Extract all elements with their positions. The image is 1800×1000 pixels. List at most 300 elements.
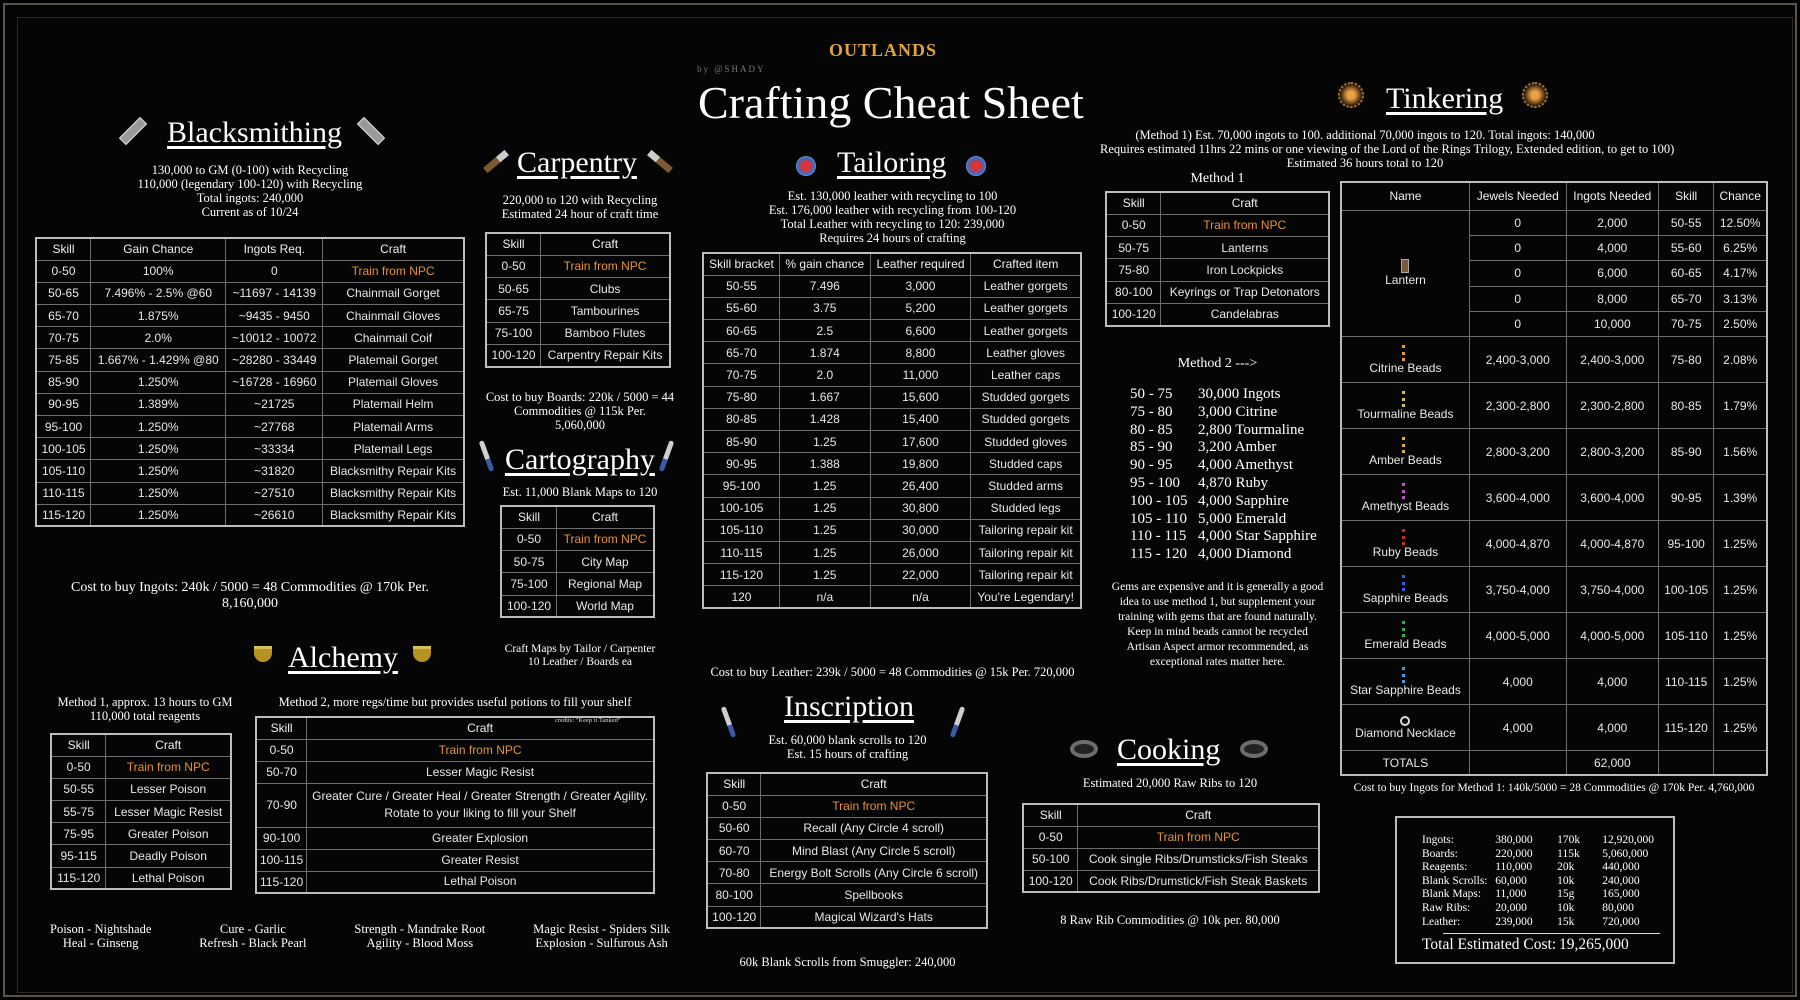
table-row <box>707 795 987 817</box>
table-row <box>51 778 231 800</box>
table-cell: 2,300-2,800 <box>1566 383 1658 429</box>
table-cell: 2.5 <box>779 320 870 342</box>
table-cell: 100-105 <box>703 497 779 519</box>
table-cell: 75-100 <box>486 322 541 344</box>
table-cell: 3,750-4,000 <box>1469 567 1566 613</box>
table-cell: Recall (Any Circle 4 scroll) <box>761 817 987 839</box>
summary-cell: 170k <box>1557 834 1581 846</box>
beads-icon <box>1402 667 1408 683</box>
table-cell <box>1469 751 1566 775</box>
column-header: Skill <box>1658 182 1713 210</box>
table-row <box>703 386 1081 408</box>
reagent-col: Strength - Mandrake Root Agility - Blood Moss <box>354 922 486 950</box>
table-row <box>707 840 987 862</box>
tailoring-table <box>702 252 1082 609</box>
method2-amount: 2,800 Tourmaline <box>1198 421 1305 438</box>
table-cell: ~33334 <box>226 438 323 460</box>
table-cell <box>1714 751 1767 775</box>
cell-line: Rotate to your liking to fill your Shelf <box>384 806 576 820</box>
table-cell: 1.667 <box>779 386 870 408</box>
table-cell: 4,000 <box>1566 235 1658 260</box>
quill-icon <box>726 706 748 728</box>
method2-row <box>1130 528 1317 546</box>
item-name: Citrine Beads <box>1369 360 1442 375</box>
table-cell: 50-65 <box>36 282 91 304</box>
table-cell: Lesser Magic Resist <box>106 801 231 823</box>
table-row <box>36 504 464 526</box>
method2-row <box>1130 493 1317 511</box>
table-row <box>1341 475 1767 521</box>
method2-skill: 50 - 75 <box>1130 386 1173 402</box>
method2-row <box>1130 475 1317 493</box>
table-cell: Studded gloves <box>971 431 1081 453</box>
table-row <box>256 761 654 783</box>
bead-name-cell <box>1341 613 1469 659</box>
table-row <box>1023 870 1319 892</box>
table-cell: 60-65 <box>1658 261 1713 286</box>
table-cell: Iron Lockpicks <box>1161 259 1329 281</box>
method2-label: Method 2 ---> <box>1177 356 1258 371</box>
method2-skill: 100 - 105 <box>1130 492 1188 509</box>
tailoring-cost: Cost to buy Leather: 239k / 5000 = 48 Commodities @ 15k Per. 720,000 <box>710 665 1075 679</box>
inscription-table <box>706 772 988 929</box>
totals-label: TOTALS <box>1341 751 1469 775</box>
table-cell: 80-85 <box>703 408 779 430</box>
table-cell: 1.428 <box>779 408 870 430</box>
table-row <box>51 756 231 778</box>
summary-cell: Boards: <box>1422 847 1458 860</box>
table-row <box>1341 383 1767 429</box>
table-cell: 105-110 <box>36 460 91 482</box>
table-cell: 65-70 <box>1658 286 1713 311</box>
table-row <box>501 528 654 550</box>
table-cell: 1.39% <box>1714 475 1767 521</box>
hammer-icon <box>118 126 140 148</box>
table-cell: 8,000 <box>1566 286 1658 311</box>
table-cell: Studded gorgets <box>971 408 1081 430</box>
table-row <box>256 739 654 761</box>
table-cell: 2,300-2,800 <box>1469 383 1566 429</box>
table-cell: 105-110 <box>1658 613 1713 659</box>
table-cell <box>307 871 654 893</box>
table-cell: Blacksmithy Repair Kits <box>323 482 464 504</box>
gear-icon <box>1338 82 1360 104</box>
inscription-notes <box>705 733 990 761</box>
item-name: Diamond Necklace <box>1355 725 1456 740</box>
cell-line: Lethal Poison <box>443 874 517 889</box>
table-cell: 4,000 <box>1469 705 1566 751</box>
summary-cell: 720,000 <box>1602 915 1640 928</box>
header-row <box>501 506 654 528</box>
column-header: Craft <box>323 238 464 260</box>
table-row <box>36 438 464 460</box>
table-cell: 1.250% <box>91 438 226 460</box>
table-row <box>256 827 654 849</box>
table-cell: 0-50 <box>486 255 541 277</box>
method2-skill: 85 - 90 <box>1130 439 1173 456</box>
table-cell: 90-95 <box>1658 475 1713 521</box>
table-cell: 75-80 <box>1106 259 1161 281</box>
table-cell: 1.875% <box>91 305 226 327</box>
table-row <box>36 282 464 304</box>
column-header: Skill <box>1023 804 1078 826</box>
cartography-title: Cartography <box>505 443 655 476</box>
total-value: 19,265,000 <box>1559 936 1629 954</box>
tinkering-notes <box>1100 128 1675 170</box>
column-header: Craft <box>106 734 231 756</box>
table-row <box>36 371 464 393</box>
table-cell: 100-120 <box>486 344 541 366</box>
table-cell: 1.25 <box>779 497 870 519</box>
table-cell: 0 <box>1469 312 1566 337</box>
summary-row <box>1422 875 1673 889</box>
blacksmithing-table <box>35 237 465 527</box>
summary-cell: 380,000 <box>1495 834 1533 846</box>
table-cell: 110-115 <box>1658 659 1713 705</box>
table-row <box>703 475 1081 497</box>
table-cell: 1.25% <box>1714 613 1767 659</box>
table-cell: 1.250% <box>91 504 226 526</box>
alchemy-method1-notes <box>45 695 245 723</box>
cost-line: Cost to buy Boards: 220k / 5000 = 44 <box>485 390 675 404</box>
bead-name-cell <box>1341 659 1469 705</box>
table-cell: 120 <box>703 586 779 608</box>
table-cell <box>307 783 654 827</box>
table-cell: 4,000 <box>1566 659 1658 705</box>
table-row <box>1023 848 1319 870</box>
column-header: Chance <box>1714 182 1767 210</box>
table-row <box>1106 281 1329 303</box>
note-line: Requires 24 hours of crafting <box>819 231 966 245</box>
mortar-icon <box>413 646 435 668</box>
item-name: Sapphire Beads <box>1362 590 1449 605</box>
blacksmithing-title: Blacksmithing <box>167 116 342 149</box>
table-cell: 1.250% <box>91 371 226 393</box>
table-cell: Carpentry Repair Kits <box>541 344 670 366</box>
method2-skill: 80 - 85 <box>1130 421 1173 438</box>
yarn-icon <box>796 156 818 178</box>
table-cell: ~31820 <box>226 460 323 482</box>
table-cell: 4,000-5,000 <box>1469 613 1566 659</box>
table-cell: Tambourines <box>541 300 670 322</box>
table-cell: Cook single Ribs/Drumsticks/Fish Steaks <box>1078 848 1319 870</box>
header-row <box>703 253 1081 275</box>
bead-name-cell <box>1341 705 1469 751</box>
summary-cell: Leather: <box>1422 915 1461 928</box>
column-header: Craft <box>761 773 987 795</box>
footer-line: 10 Leather / Boards ea <box>527 656 633 668</box>
table-cell: Keyrings or Trap Detonators <box>1161 281 1329 303</box>
pan-icon <box>1070 740 1092 762</box>
table-cell: 3,600-4,000 <box>1566 475 1658 521</box>
table-cell: 95-115 <box>51 845 106 867</box>
table-cell: Platemail Arms <box>323 416 464 438</box>
table-cell: Regional Map <box>557 573 654 595</box>
table-row <box>1341 210 1767 235</box>
table-row <box>501 595 654 617</box>
table-cell: 75-80 <box>703 386 779 408</box>
column-header: Jewels Needed <box>1469 182 1566 210</box>
note-line: Current as of 10/24 <box>201 205 299 219</box>
table-cell <box>307 827 654 849</box>
table-row <box>703 453 1081 475</box>
table-cell: 55-75 <box>51 801 106 823</box>
table-cell: 2,000 <box>1566 210 1658 235</box>
table-cell: Train from NPC <box>541 255 670 277</box>
table-row <box>703 297 1081 319</box>
table-cell: Leather gorgets <box>971 275 1081 297</box>
quill-icon <box>664 440 686 462</box>
table-cell: 22,000 <box>870 564 971 586</box>
table-cell: 26,000 <box>870 541 971 563</box>
chisel-icon <box>646 158 668 180</box>
cost-line: Cost to buy Ingots: 240k / 5000 = 48 Commodities @ 170k Per. <box>71 580 429 595</box>
cost-line: Commodities @ 115k Per. <box>514 404 646 418</box>
inscription-title: Inscription <box>784 690 914 723</box>
cell-line: Train from NPC <box>438 742 522 757</box>
note-line: Estimated 24 hour of craft time <box>501 207 659 221</box>
table-cell: 15,600 <box>870 386 971 408</box>
cartography-footer <box>485 643 675 669</box>
item-name: Lantern <box>1385 273 1426 288</box>
table-row <box>36 393 464 415</box>
alchemy-title: Alchemy <box>288 641 398 674</box>
table-cell: 75-100 <box>501 573 557 595</box>
blacksmithing-notes <box>35 163 465 219</box>
table-row <box>36 416 464 438</box>
cost-line: 5,060,000 <box>555 418 605 432</box>
table-cell: 65-70 <box>36 305 91 327</box>
note-line: Total Leather with recycling to 120: 239,000 <box>780 217 1005 231</box>
blacksmithing-cost <box>35 580 465 612</box>
table-cell <box>1658 751 1713 775</box>
table-row <box>51 867 231 889</box>
table-cell: 1.25% <box>1714 659 1767 705</box>
method2-row <box>1130 511 1317 529</box>
method2-row <box>1130 404 1317 422</box>
table-row <box>1341 567 1767 613</box>
table-cell: 2,400-3,000 <box>1566 337 1658 383</box>
table-cell: Train from NPC <box>1161 214 1329 236</box>
method2-amount: 4,870 Ruby <box>1198 474 1269 491</box>
lantern-icon <box>1401 259 1409 273</box>
credits-label: credits: "Keep it Tanked" <box>555 717 621 724</box>
bead-name-cell <box>1341 383 1469 429</box>
table-cell: 1.389% <box>91 393 226 415</box>
table-cell: n/a <box>779 586 870 608</box>
table-row <box>36 260 464 282</box>
summary-cell: 115k <box>1557 847 1580 860</box>
table-cell: ~16728 - 16960 <box>226 371 323 393</box>
header-row <box>1023 804 1319 826</box>
table-cell: 11,000 <box>870 364 971 386</box>
table-cell: 50-65 <box>486 278 541 300</box>
table-cell: Tailoring repair kit <box>971 541 1081 563</box>
cost-summary-table <box>1422 834 1673 929</box>
table-row <box>36 482 464 504</box>
page-title: Crafting Cheat Sheet <box>698 77 1084 128</box>
table-cell: 15,400 <box>870 408 971 430</box>
column-header: Skill <box>1106 192 1161 214</box>
table-row <box>51 823 231 845</box>
table-row <box>486 300 670 322</box>
table-row <box>51 801 231 823</box>
table-row <box>1341 659 1767 705</box>
table-cell: n/a <box>870 586 971 608</box>
note-line: Total ingots: 240,000 <box>196 191 304 205</box>
method2-skill: 105 - 110 <box>1130 510 1187 527</box>
column-header: Name <box>1341 182 1469 210</box>
summary-cell: 10k <box>1557 874 1575 887</box>
table-cell: 50-70 <box>256 761 307 783</box>
method2-amount: 4,000 Amethyst <box>1198 457 1294 474</box>
hammer-icon <box>356 126 378 148</box>
totals-value: 62,000 <box>1566 751 1658 775</box>
table-cell: 50-75 <box>1106 237 1161 259</box>
table-cell: 0 <box>1469 210 1566 235</box>
table-row <box>703 275 1081 297</box>
table-cell: 0-50 <box>36 260 91 282</box>
table-row <box>703 541 1081 563</box>
table-cell: Studded gorgets <box>971 386 1081 408</box>
table-cell: Chainmail Gloves <box>323 305 464 327</box>
method2-row <box>1130 439 1317 457</box>
gear-icon <box>1522 82 1544 104</box>
table-cell: 70-90 <box>256 783 307 827</box>
summary-cell: 5,060,000 <box>1602 847 1649 860</box>
table-cell: Lanterns <box>1161 237 1329 259</box>
table-cell: 50-60 <box>707 817 761 839</box>
table-cell: 1.56% <box>1714 429 1767 475</box>
item-name: Emerald Beads <box>1364 636 1447 651</box>
cell-line: Greater Explosion <box>432 830 529 845</box>
table-cell: 6,600 <box>870 320 971 342</box>
table-cell: ~26610 <box>226 504 323 526</box>
table-cell: 55-60 <box>703 297 779 319</box>
table-cell: 4,000-5,000 <box>1566 613 1658 659</box>
note-line: (Method 1) Est. 70,000 ingots to 100. additional 70,000 ingots to 120. Total ingots: 140,000 <box>1135 128 1595 142</box>
table-cell: Train from NPC <box>761 795 987 817</box>
note-line: 110,000 (legendary 100-120) with Recycling <box>137 177 363 191</box>
item-name: Tourmaline Beads <box>1357 406 1454 421</box>
table-row <box>703 586 1081 608</box>
column-header: Craft <box>1078 804 1319 826</box>
table-row <box>36 349 464 371</box>
pan-icon <box>1240 740 1262 762</box>
cell-line: Greater Resist <box>441 852 519 867</box>
column-header: Crafted item <box>971 253 1081 275</box>
table-cell: 1.79% <box>1714 383 1767 429</box>
table-cell: 105-110 <box>703 519 779 541</box>
table-row <box>51 845 231 867</box>
note-line: 220,000 to 120 with Recycling <box>502 193 658 207</box>
summary-cell: Ingots: <box>1422 834 1454 846</box>
table-cell: 95-100 <box>703 475 779 497</box>
note-line: Est. 176,000 leather with recycling from 100-120 <box>768 203 1017 217</box>
table-cell: ~27510 <box>226 482 323 504</box>
summary-cell: 15k <box>1557 915 1575 928</box>
table-cell: Candelabras <box>1161 303 1329 325</box>
header-row <box>1106 192 1329 214</box>
beads-icon <box>1402 391 1408 407</box>
brand-logo: OUTLANDS <box>829 40 938 60</box>
table-cell: 1.250% <box>91 416 226 438</box>
summary-cell: Blank Maps: <box>1422 888 1482 901</box>
method2-amount: 4,000 Star Sapphire <box>1198 528 1317 545</box>
table-cell: 80-100 <box>1106 281 1161 303</box>
mortar-icon <box>254 646 276 668</box>
table-cell: 4,000-4,870 <box>1566 521 1658 567</box>
table-cell: Deadly Poison <box>106 845 231 867</box>
method2-row <box>1130 546 1317 564</box>
tinkering-jewel-table <box>1340 181 1768 776</box>
column-header: Skill <box>501 506 557 528</box>
table-row <box>1106 214 1329 236</box>
table-cell: 60-65 <box>703 320 779 342</box>
table-cell: 3,000 <box>870 275 971 297</box>
reagent-col: Cure - Garlic Refresh - Black Pearl <box>199 922 307 950</box>
tinkering-cost: Cost to buy Ingots for Method 1: 140k/5000 = 28 Commodities @ 170k Per. 4,760,000 <box>1353 782 1755 794</box>
table-cell: 6,000 <box>1566 261 1658 286</box>
column-header: Skill <box>486 233 541 255</box>
table-row <box>486 322 670 344</box>
table-cell: 1.25% <box>1714 521 1767 567</box>
table-row <box>703 320 1081 342</box>
table-cell: 50-75 <box>501 551 557 573</box>
cost-summary-box <box>1395 816 1675 964</box>
beads-icon <box>1402 575 1408 591</box>
footer-line: Craft Maps by Tailor / Carpenter <box>504 643 656 655</box>
cooking-title: Cooking <box>1117 733 1221 766</box>
summary-cell: Reagents: <box>1422 861 1468 874</box>
tailoring-notes <box>700 189 1085 245</box>
table-cell: 90-95 <box>703 453 779 475</box>
table-cell: 1.25 <box>779 431 870 453</box>
table-row <box>707 862 987 884</box>
method1-label: Method 1 <box>1190 171 1245 186</box>
table-cell: 70-75 <box>1658 312 1713 337</box>
table-cell: 75-95 <box>51 823 106 845</box>
table-cell: 115-120 <box>51 867 106 889</box>
table-cell: Studded arms <box>971 475 1081 497</box>
alchemy-method1-table <box>50 733 232 890</box>
summary-cell: 165,000 <box>1602 888 1640 901</box>
table-cell: 4.17% <box>1714 261 1767 286</box>
necklace-icon <box>1400 716 1410 726</box>
table-cell: 1.25 <box>779 541 870 563</box>
bead-name-cell <box>1341 429 1469 475</box>
column-header: Ingots Needed <box>1566 182 1658 210</box>
table-cell: World Map <box>557 595 654 617</box>
table-cell: 17,600 <box>870 431 971 453</box>
column-header: Gain Chance <box>91 238 226 260</box>
table-cell: Lethal Poison <box>106 867 231 889</box>
beads-icon <box>1402 437 1408 453</box>
table-cell: 7.496 <box>779 275 870 297</box>
table-cell: Leather caps <box>971 364 1081 386</box>
table-cell: ~28280 - 33449 <box>226 349 323 371</box>
summary-cell: Blank Scrolls: <box>1422 874 1488 887</box>
table-row <box>1023 826 1319 848</box>
method2-amount: 3,000 Citrine <box>1198 403 1278 420</box>
table-row <box>703 519 1081 541</box>
table-cell: 100-115 <box>256 849 307 871</box>
table-row <box>36 460 464 482</box>
table-cell: 65-75 <box>486 300 541 322</box>
header-row <box>36 238 464 260</box>
table-cell: Tailoring repair kit <box>971 519 1081 541</box>
table-cell: 100-120 <box>501 595 557 617</box>
